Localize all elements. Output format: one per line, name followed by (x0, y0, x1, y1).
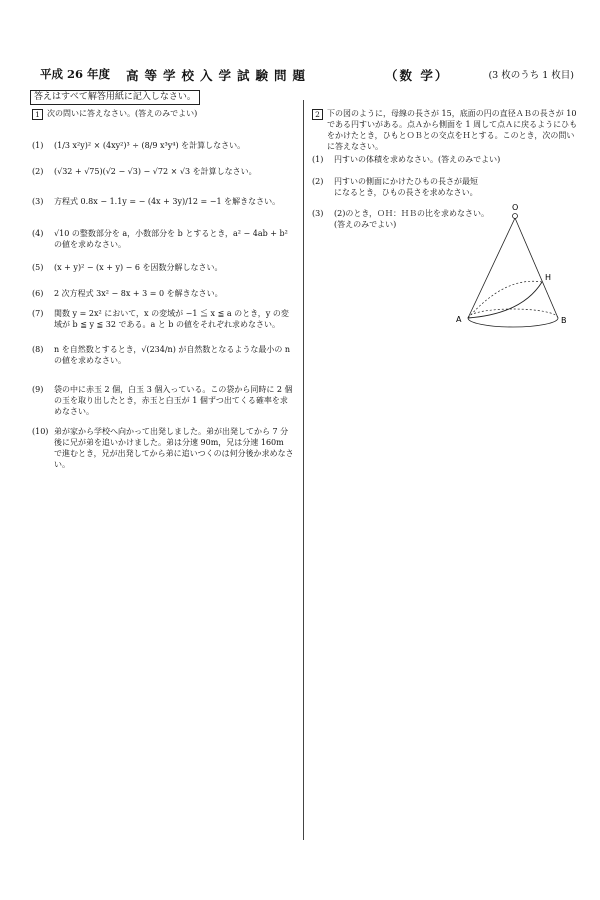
label-o: O (512, 203, 519, 212)
question-1-3 (32, 196, 294, 207)
generatrix-oa (468, 218, 515, 318)
question-1-10 (32, 426, 294, 470)
exam-year: 平成 26 年度 (40, 67, 111, 81)
exam-subject: （数 学） (385, 68, 450, 83)
question-text: 円すいの体積を求めなさい。(答えのみでよい) (334, 155, 501, 164)
question-number: (7) (32, 309, 44, 318)
question-text: (1/3 x²y)² × (4xy²)³ ÷ (8/9 x³y⁴) を計算しなさい。 (54, 141, 246, 150)
string-front (468, 282, 542, 318)
column-divider (303, 100, 304, 840)
sheet-number: (3 枚のうち 1 枚目) (488, 70, 574, 81)
question-text: 袋の中に赤玉 2 個，白玉 3 個入っている。この袋から同時に 2 個の玉を取り出したとき，赤玉と白玉が 1 個ずつ出てくる確率を求めなさい。 (54, 385, 293, 416)
section-1-instruction: 次の問いに答えなさい。(答えのみでよい) (47, 109, 198, 118)
section-2-number: 2 (312, 109, 323, 120)
question-number: (1) (32, 141, 44, 150)
question-1-9 (32, 384, 294, 417)
question-text: (2)のとき，ＯＨ：ＨＢの比を求めなさい。 (答えのみでよい) (334, 209, 490, 229)
question-text: 方程式 0.8x − 1.1y = − (4x + 3y)/12 = −1 を解きなさい。 (54, 197, 281, 206)
string-back (468, 281, 542, 318)
question-text: 関数 y = 2x² において，x の変域が −1 ≦ x ≦ a のとき，y の変域が b ≦ y ≦ 32 である。a と b の値をそれぞれ求めなさい。 (54, 309, 289, 329)
answer-notice: 答えはすべて解答用紙に記入しなさい。 (30, 90, 200, 105)
question-1-2 (32, 166, 294, 177)
base-front-arc (468, 318, 558, 327)
question-number: (10) (32, 427, 49, 436)
section-2-heading (312, 108, 580, 152)
question-text: 2 次方程式 3x² − 8x + 3 = 0 を解きなさい。 (54, 289, 223, 298)
question-text: n を自然数とするとき，√(234/n) が自然数となるような最小の n の値を求めなさい。 (54, 345, 291, 365)
question-number: (2) (312, 177, 324, 186)
section-1-number: 1 (32, 109, 43, 120)
label-b: B (561, 316, 567, 325)
question-text: (√32 + √75)(√2 − √3) − √72 × √3 を計算しなさい。 (54, 167, 257, 176)
question-text: (x + y)² − (x + y) − 6 を因数分解しなさい。 (54, 263, 223, 272)
label-a: A (456, 315, 462, 324)
question-2-2 (312, 176, 482, 198)
apex-point (513, 214, 518, 219)
section-2-instruction: 下の図のように，母線の長さが 15，底面の円の直径ＡＢの長さが 10 である円すいがある。点Ａから側面を 1 周して点Ａに戻るようにひもをかけたとき，ひもとＯＢとの交点をＨとする。このとき，次の問いに答えなさい。 (327, 109, 578, 151)
question-1-5 (32, 262, 294, 273)
exam-title: 高等学校入学試験問題 (126, 68, 312, 83)
question-number: (6) (32, 289, 44, 298)
question-text: 弟が家から学校へ向かって出発しました。弟が出発してから 7 分後に兄が弟を追いかけました。弟は分速 90m，兄は分速 160m で進むとき，兄が出発してから弟に追いつくのは何分後か求めなさい。 (54, 427, 294, 469)
question-number: (2) (32, 167, 44, 176)
question-1-1 (32, 140, 294, 151)
section-1-heading (32, 108, 294, 120)
question-number: (3) (32, 197, 44, 206)
question-number: (4) (32, 229, 44, 238)
question-1-8 (32, 344, 294, 366)
question-text: 円すいの側面にかけたひもの長さが最短になるとき，ひもの長さを求めなさい。 (334, 177, 478, 197)
question-number: (1) (312, 155, 324, 164)
question-number: (5) (32, 263, 44, 272)
question-2-1 (312, 154, 580, 165)
cone-figure (450, 203, 580, 330)
exam-header (40, 66, 574, 83)
question-number: (3) (312, 209, 324, 218)
question-number: (9) (32, 385, 44, 394)
question-1-6 (32, 288, 294, 299)
question-1-7 (32, 308, 294, 330)
question-1-4 (32, 228, 294, 250)
question-text: √10 の整数部分を a，小数部分を b とするとき，a² − 4ab + b² の値を求めなさい。 (54, 229, 288, 249)
question-number: (8) (32, 345, 44, 354)
cone-diagram (450, 203, 580, 330)
label-h: H (545, 273, 552, 282)
